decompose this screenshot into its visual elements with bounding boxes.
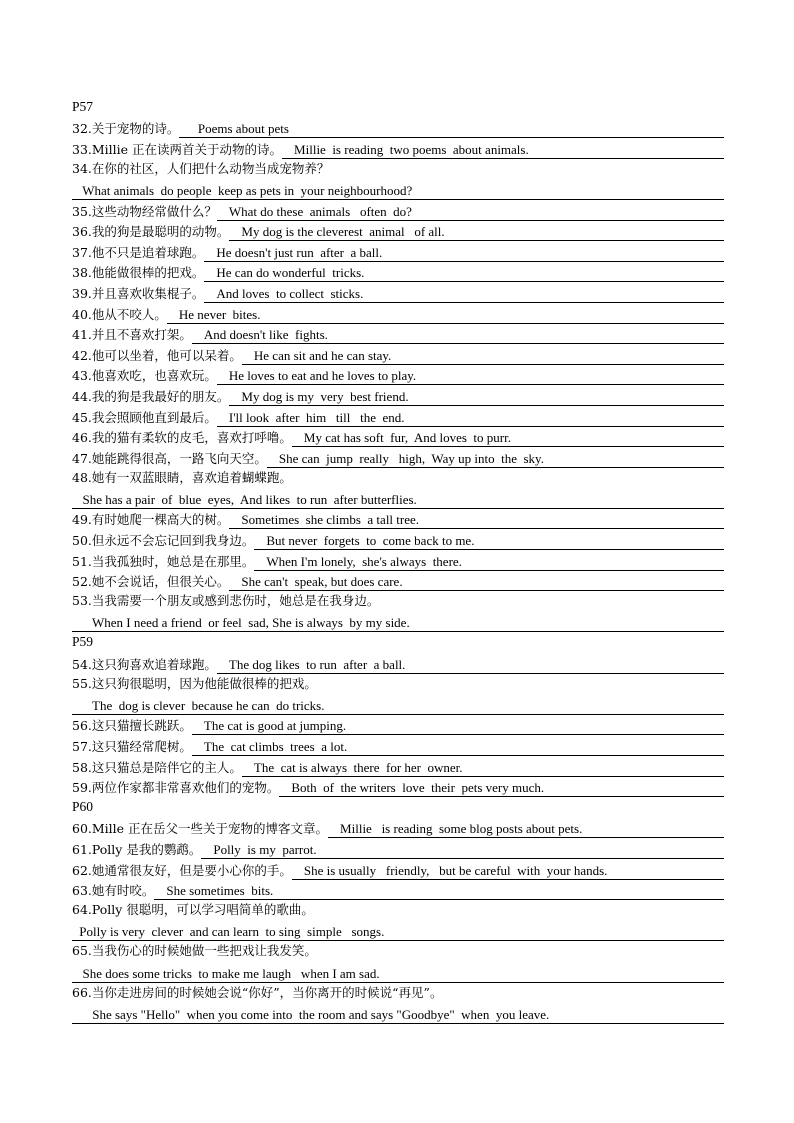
question-text: 59.两位作家都非常喜欢他们的宠物。 [72, 780, 280, 796]
question-text: 32.关于宠物的诗。 [72, 121, 180, 137]
answer-line: She has a pair of blue eyes, And likes to run after butterflies. [72, 491, 724, 509]
answer-line: When I need a friend or feel sad, She is always by my side. [72, 614, 724, 632]
exercise-row [72, 365, 724, 386]
answer-line: She can't speak, but does care. [229, 573, 724, 591]
exercise-row [72, 550, 724, 571]
question-text: 36.我的狗是最聪明的动物。 [72, 224, 230, 240]
exercise-row [72, 303, 724, 324]
answer-line: My dog is my very best friend. [229, 388, 724, 406]
answer-line: Polly is my parrot. [201, 841, 724, 859]
answer-line: She is usually friendly, but be careful with your hands. [292, 862, 724, 880]
answer-line: He can sit and he can stay. [242, 347, 724, 365]
answer-line: Sometimes she climbs a tall tree. [229, 511, 724, 529]
answer-line: Polly is very clever and can learn to sing simple songs. [72, 923, 724, 941]
question-text: 48.她有一双蓝眼睛，喜欢追着蝴蝶跑。 [72, 469, 292, 485]
question-text: 46.我的猫有柔软的皮毛，喜欢打呼噜。 [72, 430, 292, 446]
answer-line: She does some tricks to make me laugh when I am sad. [72, 965, 724, 983]
question-text: 44.我的狗是我最好的朋友。 [72, 388, 230, 404]
exercise-row [72, 715, 724, 736]
exercise-row [72, 406, 724, 427]
answer-line: He never bites. [167, 306, 724, 324]
question-text: 49.有时她爬一棵高大的树。 [72, 512, 230, 528]
exercise-row [72, 385, 724, 406]
answer-line: He doesn't just run after a ball. [204, 244, 724, 262]
answer-line: My dog is the cleverest animal of all. [229, 223, 724, 241]
question-text: 43.他喜欢吃，也喜欢玩。 [72, 368, 217, 384]
exercise-row [72, 221, 724, 242]
exercise-row [72, 509, 724, 530]
question-text: 40.他从不咬人。 [72, 306, 167, 322]
answer-line: And loves to collect sticks. [204, 285, 724, 303]
question-text: 66.当你走进房间的时候她会说“你好”，当你离开的时候说“再见”。 [72, 984, 443, 1000]
question-text: 62.她通常很友好，但是要小心你的手。 [72, 862, 292, 878]
page-reference-heading: P60 [72, 799, 94, 815]
question-text: 51.当我孤独时，她总是在那里。 [72, 553, 255, 569]
question-text: 37.他不只是追着球跑。 [72, 244, 205, 260]
exercise-row [72, 447, 724, 468]
question-text: 57.这只猫经常爬树。 [72, 739, 192, 754]
exercise-row [72, 612, 724, 633]
exercise-row [72, 694, 724, 715]
exercise-row [72, 735, 724, 756]
exercise-row [72, 118, 724, 139]
question-text: 45.我会照顾他直到最后。 [72, 409, 217, 425]
exercise-row [72, 324, 724, 345]
exercise-row [72, 838, 724, 859]
question-text: 60.Mille 正在岳父一些关于宠物的博客文章。 [72, 821, 329, 837]
page-reference-heading: P57 [72, 99, 94, 114]
answer-line: The cat climbs trees a lot. [192, 738, 724, 756]
exercise-row [72, 427, 724, 448]
exercise-row [72, 200, 724, 221]
answer-line: When I'm lonely, she's always there. [254, 553, 724, 571]
answer-line: The dog likes to run after a ball. [217, 656, 724, 674]
question-text: 58.这只猫总是陪伴它的主人。 [72, 759, 242, 775]
exercise-row [72, 962, 724, 983]
question-text: 38.他能做很棒的把戏。 [72, 265, 205, 281]
question-text: 33.Millie 正在读两首关于动物的诗。 [72, 141, 283, 157]
exercise-row [72, 529, 724, 550]
exercise-row [72, 756, 724, 777]
exercise-row [72, 571, 724, 592]
question-text: 47.她能跳得很高，一路飞向天空。 [72, 450, 267, 466]
answer-line: Millie is reading two poems about animals. [282, 141, 724, 159]
answer-line: What do these animals often do? [217, 203, 724, 221]
answer-line: The cat is good at jumping. [192, 717, 724, 735]
answer-line: She sometimes bits. [154, 882, 724, 900]
answer-line: Millie is reading some blog posts about pets. [328, 820, 724, 838]
question-text: 35.这些动物经常做什么？ [72, 203, 217, 219]
answer-line: My cat has soft fur, And loves to purr. [292, 429, 724, 447]
exercise-row [72, 138, 724, 159]
question-text: 63.她有时咬。 [72, 883, 155, 899]
exercise-row [72, 488, 724, 509]
page-reference-heading: P59 [72, 634, 94, 650]
answer-line: But never forgets to come back to me. [254, 532, 724, 550]
answer-line: She can jump really high, Way up into the sky. [267, 450, 724, 468]
exercise-row [72, 241, 724, 262]
exercise-row [72, 653, 724, 674]
question-text: 41.并且不喜欢打架。 [72, 327, 192, 343]
question-text: 54.这只狗喜欢追着球跑。 [72, 656, 217, 672]
exercise-row [72, 282, 724, 303]
exercise-row [72, 1003, 724, 1024]
question-text: 65.当我伤心的时候她做一些把戏让我发笑。 [72, 943, 317, 959]
question-text: 56.这只猫擅长跳跃。 [72, 718, 192, 734]
answer-line: I'll look after him till the end. [217, 409, 724, 427]
answer-line: He can do wonderful tricks. [204, 264, 724, 282]
answer-line: The cat is always there for her owner. [242, 759, 724, 777]
answer-line: She says "Hello" when you come into the room and says "Goodbye" when you leave. [72, 1006, 724, 1024]
question-text: 34.在你的社区，人们把什么动物当成宠物养？ [72, 160, 330, 176]
answer-line: The dog is clever because he can do tricks. [72, 697, 724, 715]
question-text: 55.这只狗很聪明，因为他能做很棒的把戏。 [72, 675, 317, 691]
exercise-row [72, 859, 724, 880]
question-text: 39.并且喜欢收集棍子。 [72, 285, 205, 301]
answer-line: What animals do people keep as pets in your neighbourhood? [72, 182, 724, 200]
exercise-row [72, 880, 724, 901]
exercise-row [72, 179, 724, 200]
exercise-row [72, 921, 724, 942]
exercise-row [72, 344, 724, 365]
answer-line: Both of the writers love their pets very much. [279, 779, 724, 797]
question-text: 52.她不会说话，但很关心。 [72, 574, 230, 590]
answer-line: He loves to eat and he loves to play. [217, 367, 724, 385]
exercise-row [72, 262, 724, 283]
exercise-row [72, 777, 724, 798]
exercise-row [72, 818, 724, 839]
worksheet [72, 97, 724, 1024]
question-text: 42.他可以坐着，他可以呆着。 [72, 347, 242, 363]
question-text: 53.当我需要一个朋友或感到悲伤时，她总是在我身边。 [72, 593, 380, 609]
answer-line: And doesn't like fights. [192, 326, 724, 344]
question-text: 50.但永远不会忘记回到我身边。 [72, 533, 255, 549]
question-text: 61.Polly 是我的鹦鹉。 [72, 841, 202, 857]
question-text: 64.Polly 很聪明，可以学习唱简单的歌曲。 [72, 902, 314, 918]
answer-line: Poems about pets [179, 120, 724, 138]
